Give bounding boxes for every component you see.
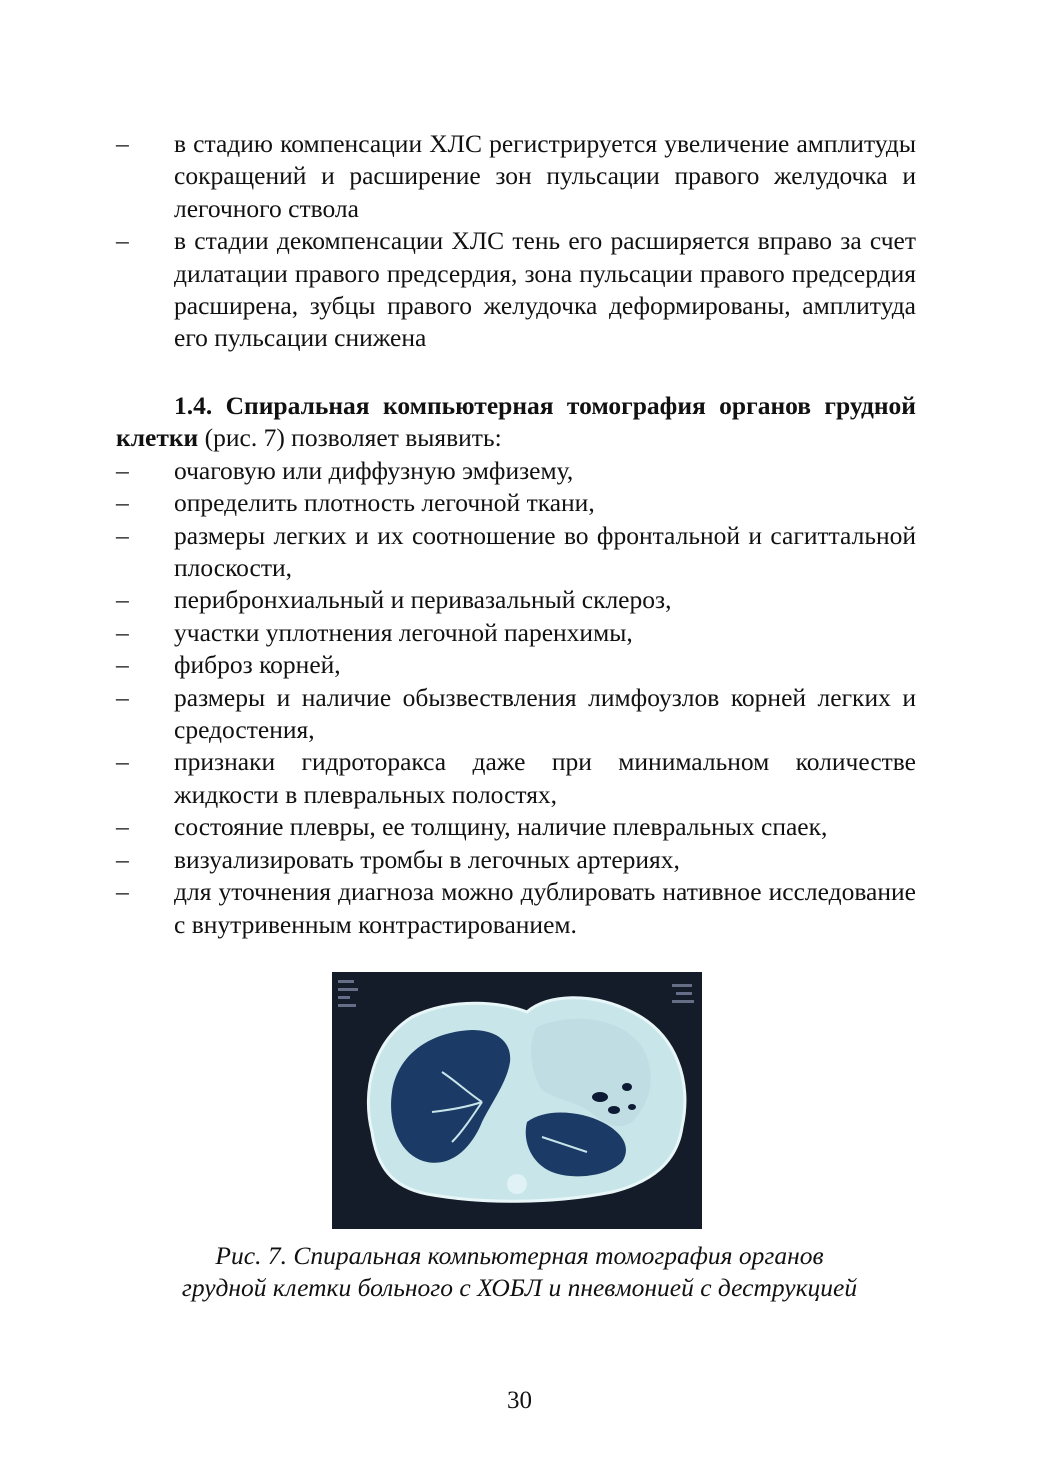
bullet-dash: – [116,747,129,777]
section-1-4 [116,390,916,941]
figure-caption-line1: Рис. 7. Спиральная компьютерная томография органов [215,1241,824,1270]
bullet-list-stages [116,128,916,355]
bullet-dash: – [116,129,129,158]
section-heading-rest: (рис. 7) позволяет выявить: [198,423,502,453]
bullet-dash: – [116,455,129,485]
bullet-dash: – [116,650,129,680]
list-item [116,617,916,649]
ct-scan-image [332,972,702,1229]
list-item-text: перибронхиальный и периваз​альный склероз, [174,585,672,615]
list-item [116,128,916,225]
list-item [116,844,916,876]
list-item [116,455,916,487]
list-item-text: участки уплотнения легочной паренхимы, [174,617,633,647]
list-item-text: состояние плевры, ее толщину, наличие плевральных спаек, [174,812,828,842]
list-item-text: визуализировать тромбы в легочных артериях, [174,844,680,874]
list-item-text: в стадии декомпенсации ХЛС тень его расширяется вправо за счет дилатации правого предсердия, зона пульсации правого предсердия расширена, зубцы правого желудочка деформированы, амплитуда его пульсации снижена [174,226,916,353]
section-heading-bold: 1.4. Спиральная компьютерная томография органов грудной клетки [116,391,916,453]
bullet-dash: – [116,682,129,712]
list-item-text: фиброз корней, [174,650,341,680]
page-number: 30 [507,1387,532,1414]
bullet-dash: – [116,812,129,842]
bullet-dash: – [116,617,129,647]
list-item [116,811,916,843]
list-item [116,584,916,616]
list-item [116,649,916,681]
bullet-dash: – [116,844,129,874]
figure-caption-line2: грудной клетки больного с ХОБЛ и пневмонией с деструкцией [181,1273,858,1302]
bullet-dash: – [116,488,129,518]
list-item [116,682,916,747]
list-item-text: определить плотность легочной ткани, [174,488,595,518]
list-item [116,876,916,941]
ct-scan-illustration [332,972,702,1229]
list-item-text: признаки гидроторакса даже при минимальном количестве жидкости в плевральных полостях, [174,747,916,809]
list-item [116,225,916,355]
section-heading [116,390,916,455]
list-item-text: размеры легких и их соотношение во фронтальной и сагиттальной плоскости, [174,520,916,583]
bullet-dash: – [116,520,129,550]
list-item-text: очаговую или диффузную эмфизему, [174,455,574,485]
list-item-text: для уточнения диагноза можно дублировать нативное исследование с внутривенным контрастированием. [174,877,916,939]
list-item-text: размеры и наличие обызвествления лимфоузлов корней легких и средостения, [174,682,916,745]
list-item [116,487,916,519]
list-item-text: в стадию компенсации ХЛС регистрируется увеличение амплитуды сокращений и расширение зон пульсации правого желудочка и легочного ствола [174,129,916,223]
figure-caption [60,1240,979,1304]
list-item [116,746,916,811]
bullet-dash: – [116,877,129,907]
bullet-dash: – [116,585,129,615]
bullet-dash: – [116,226,129,256]
list-item [116,520,916,585]
